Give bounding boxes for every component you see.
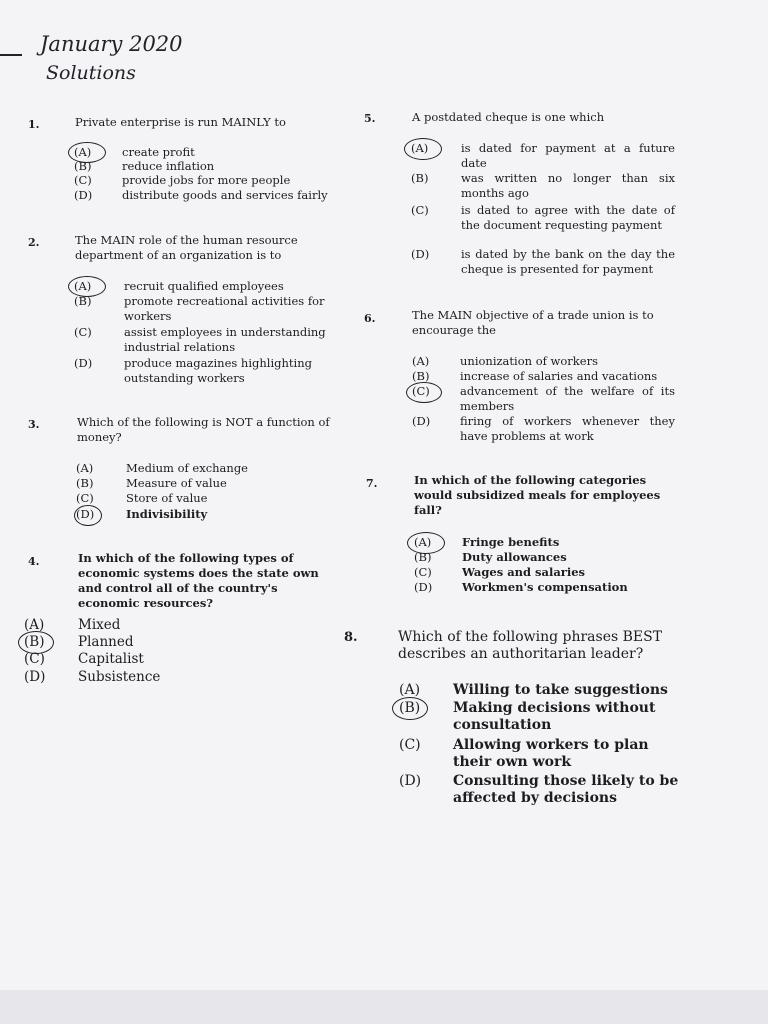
answer-circle	[406, 382, 442, 403]
question-number: 7.	[366, 477, 378, 490]
question-stem: Private enterprise is run MAINLY to	[75, 115, 286, 129]
handwritten-dash	[0, 54, 22, 56]
question-number: 8.	[344, 630, 358, 645]
question-number: 6.	[364, 312, 376, 325]
answer-circle	[392, 697, 428, 720]
question-stem: In which of the following types of economic systems does the state own and control all of the country's economic resources?	[78, 551, 319, 610]
question-number: 3.	[28, 418, 40, 431]
question-stem: The MAIN objective of a trade union is to encourage the	[412, 308, 654, 337]
header-date: January 2020	[40, 32, 183, 56]
question-number: 2.	[28, 236, 40, 249]
answer-circle	[74, 505, 102, 526]
header-title: Solutions	[46, 62, 136, 84]
question-number: 4.	[28, 555, 40, 568]
answer-circle	[404, 138, 442, 160]
page-bottom-shadow	[0, 990, 768, 1024]
question-stem: A postdated cheque is one which	[412, 110, 605, 124]
question-number: 1.	[28, 118, 40, 131]
question-stem: Which of the following is NOT a function of money?	[77, 415, 330, 444]
question-stem: Which of the following phrases BEST describes an authoritarian leader?	[398, 629, 663, 662]
question-stem: The MAIN role of the human resource department of an organization is to	[75, 233, 298, 262]
question-stem: In which of the following categories would subsidized meals for employees fall?	[414, 473, 661, 517]
question-number: 5.	[364, 112, 376, 125]
